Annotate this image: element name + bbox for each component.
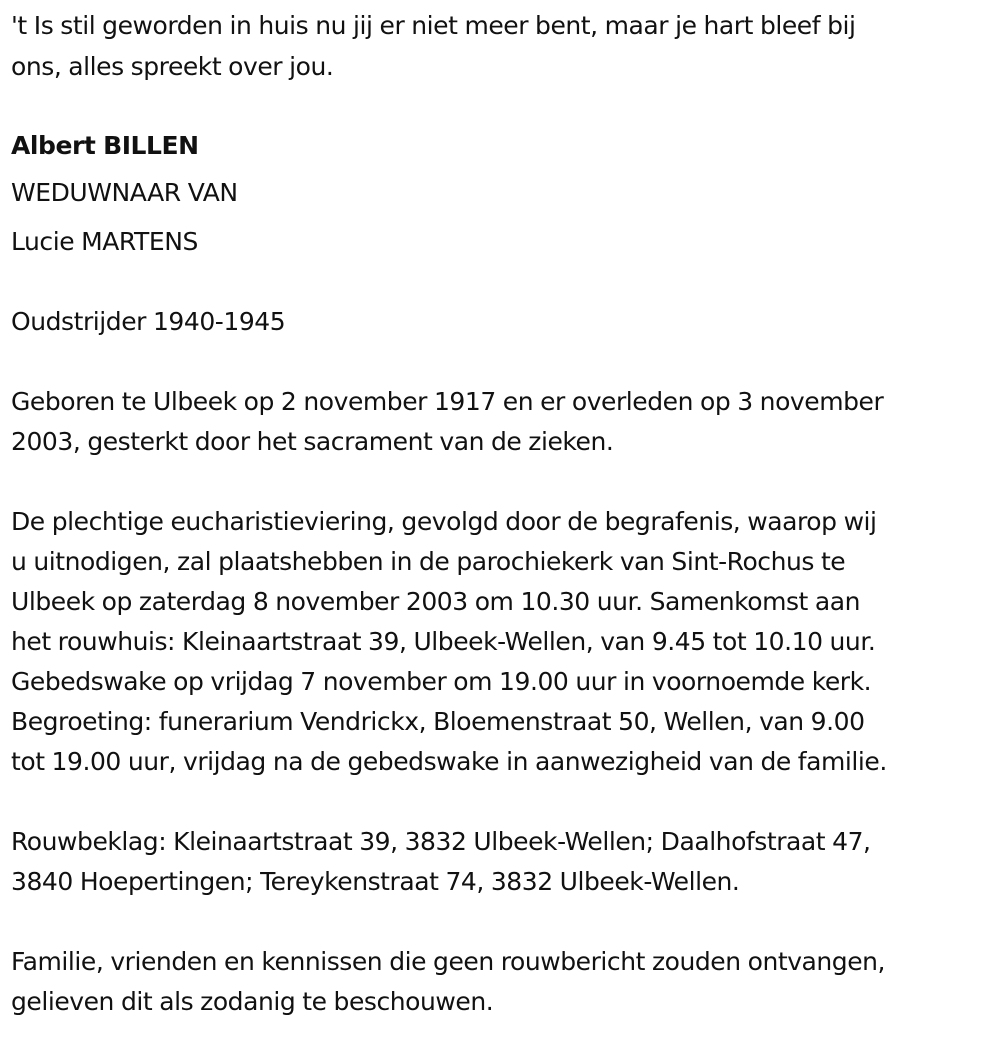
paragraph-line: 3840 Hoepertingen; Tereykenstraat 74, 3832 Ulbeek-Wellen. [11, 867, 740, 896]
paragraph-line: 2003, gesterkt door het sacrament van de zieken. [11, 427, 614, 456]
epitaph-line: ons, alles spreekt over jou. [11, 52, 334, 81]
paragraph-line: Ulbeek op zaterdag 8 november 2003 om 10.30 uur. Samenkomst aan [11, 587, 861, 616]
epitaph-line: 't Is stil geworden in huis nu jij er niet meer bent, maar je hart bleef bij [11, 11, 856, 40]
paragraph-line: De plechtige eucharistieviering, gevolgd door de begrafenis, waarop wij [11, 507, 877, 536]
paragraph-line: Gebedswake op vrijdag 7 november om 19.00 uur in voornoemde kerk. [11, 667, 872, 696]
paragraph-line: Familie, vrienden en kennissen die geen rouwbericht zouden ontvangen, [11, 947, 886, 976]
paragraph-line: Geboren te Ulbeek op 2 november 1917 en er overleden op 3 november [11, 387, 884, 416]
spouse-name: Lucie MARTENS [11, 227, 198, 256]
paragraph-line: tot 19.00 uur, vrijdag na de gebedswake in aanwezigheid van de familie. [11, 747, 887, 776]
paragraph-line: Begroeting: funerarium Vendrickx, Bloemenstraat 50, Wellen, van 9.00 [11, 707, 865, 736]
veteran-status: Oudstrijder 1940-1945 [11, 307, 286, 336]
paragraph-line: gelieven dit als zodanig te beschouwen. [11, 987, 494, 1016]
relation-label: WEDUWNAAR VAN [11, 178, 238, 207]
paragraph-line: het rouwhuis: Kleinaartstraat 39, Ulbeek-Wellen, van 9.45 tot 10.10 uur. [11, 627, 876, 656]
deceased-name: Albert BILLEN [11, 131, 199, 160]
paragraph-line: u uitnodigen, zal plaatshebben in de parochiekerk van Sint-Rochus te [11, 547, 846, 576]
paragraph-line: Rouwbeklag: Kleinaartstraat 39, 3832 Ulbeek-Wellen; Daalhofstraat 47, [11, 827, 871, 856]
